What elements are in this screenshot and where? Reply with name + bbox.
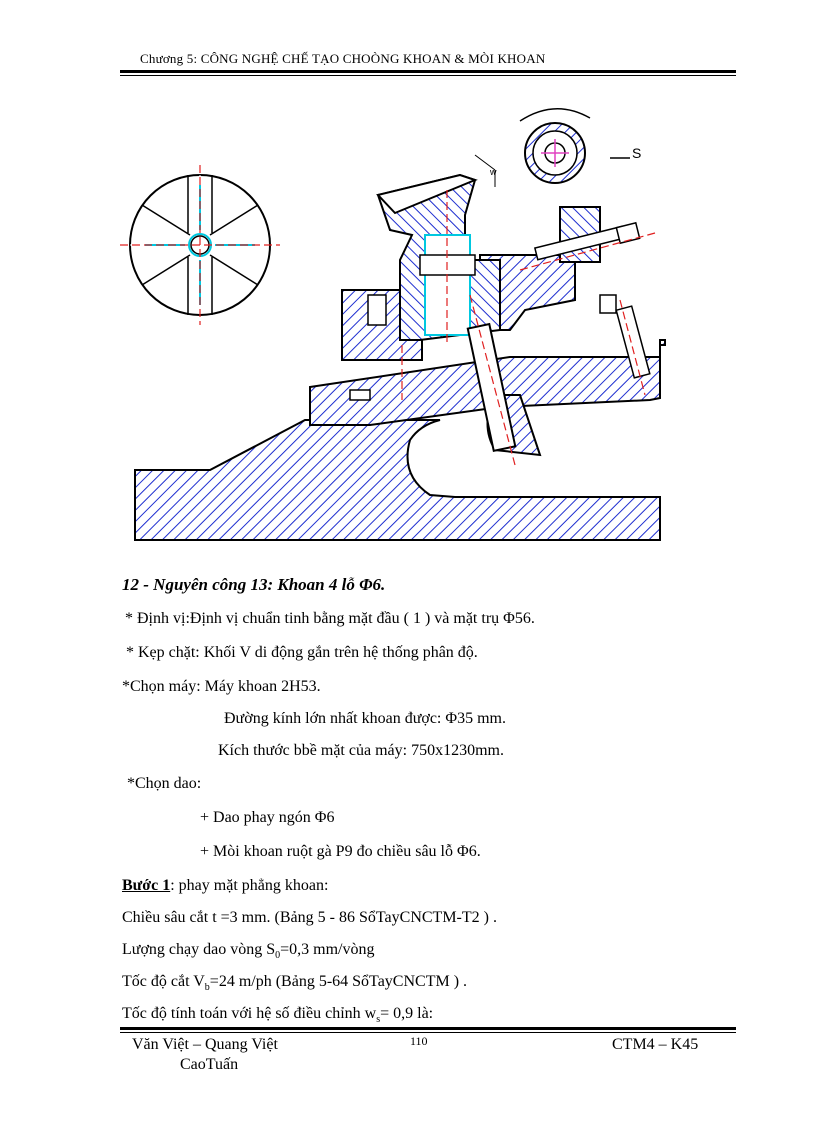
page-number: 110: [410, 1034, 428, 1048]
text-line-positioning: * Định vị:Định vị chuẩn tinh bằng mặt đầu ( 1 ) và mặt trụ Φ56.: [125, 610, 535, 627]
text-line-speed: [122, 973, 467, 993]
calc-text: Tốc độ tính toán với hệ số điều chỉnh w: [122, 1005, 377, 1022]
calc-sub: s: [376, 1014, 381, 1026]
footer-rule-thin: [120, 1032, 736, 1033]
feed-value: =0,3 mm/vòng: [280, 941, 375, 958]
speed-value: =24 m/ph (Bảng 5-64 SổTayCNCTM ) .: [209, 973, 468, 990]
text-line-max-diameter: Đường kính lớn nhất khoan được: Φ35 mm.: [224, 710, 506, 727]
milling-cutter: [520, 109, 590, 183]
text-line-machine-size: Kích thước bbề mặt của máy: 750x1230mm.: [218, 742, 504, 759]
feed-sub: 0: [275, 950, 281, 962]
feed-label-s: S: [632, 145, 642, 161]
footer-rule: [120, 1027, 736, 1030]
footer-authors-2: CaoTuấn: [180, 1056, 239, 1073]
text-line-feed: [122, 941, 374, 961]
text-line-tool-1: + Dao phay ngón Φ6: [200, 809, 335, 826]
base-body: [135, 420, 660, 540]
feed-text: Lượng chạy dao vòng S: [122, 941, 276, 958]
text-line-tool-select: *Chọn dao:: [127, 775, 202, 792]
text-line-tool-2: + Mòi khoan ruột gà P9 đo chiều sâu lỗ Φ6.: [200, 843, 481, 860]
step-text: : phay mặt phẳng khoan:: [170, 877, 329, 894]
chapter-header: Chương 5: CÔNG NGHỆ CHẾ TẠO CHOÒNG KHOAN & MÒI KHOAN: [140, 51, 546, 66]
footer-class-code: CTM4 – K45: [612, 1036, 699, 1053]
calc-value: = 0,9 là:: [380, 1005, 434, 1022]
header-rule: [120, 70, 736, 73]
header-rule-thin: [120, 75, 736, 76]
step-label: Bước 1: [122, 877, 171, 894]
footer-authors: Văn Việt – Quang Việt: [132, 1036, 278, 1053]
text-line-clamping: * Kẹp chặt: Khối V di động gắn trên hệ thống phân độ.: [126, 644, 478, 661]
depth-label-w: w: [490, 167, 497, 177]
text-line-calc-speed: [122, 1005, 433, 1025]
section-title: 12 - Nguyên công 13: Khoan 4 lỗ Φ6.: [122, 575, 386, 594]
text-line-cut-depth: Chiều sâu cắt t =3 mm. (Bảng 5 - 86 SổTayCNCTM-T2 ) .: [122, 909, 497, 926]
speed-sub: b: [204, 982, 210, 994]
text-line-step: [122, 877, 328, 895]
fixture-drawing: [120, 95, 680, 545]
speed-text: Tốc độ cắt V: [122, 973, 205, 990]
text-line-machine: *Chọn máy: Máy khoan 2H53.: [122, 678, 321, 695]
section-view: [120, 165, 280, 325]
